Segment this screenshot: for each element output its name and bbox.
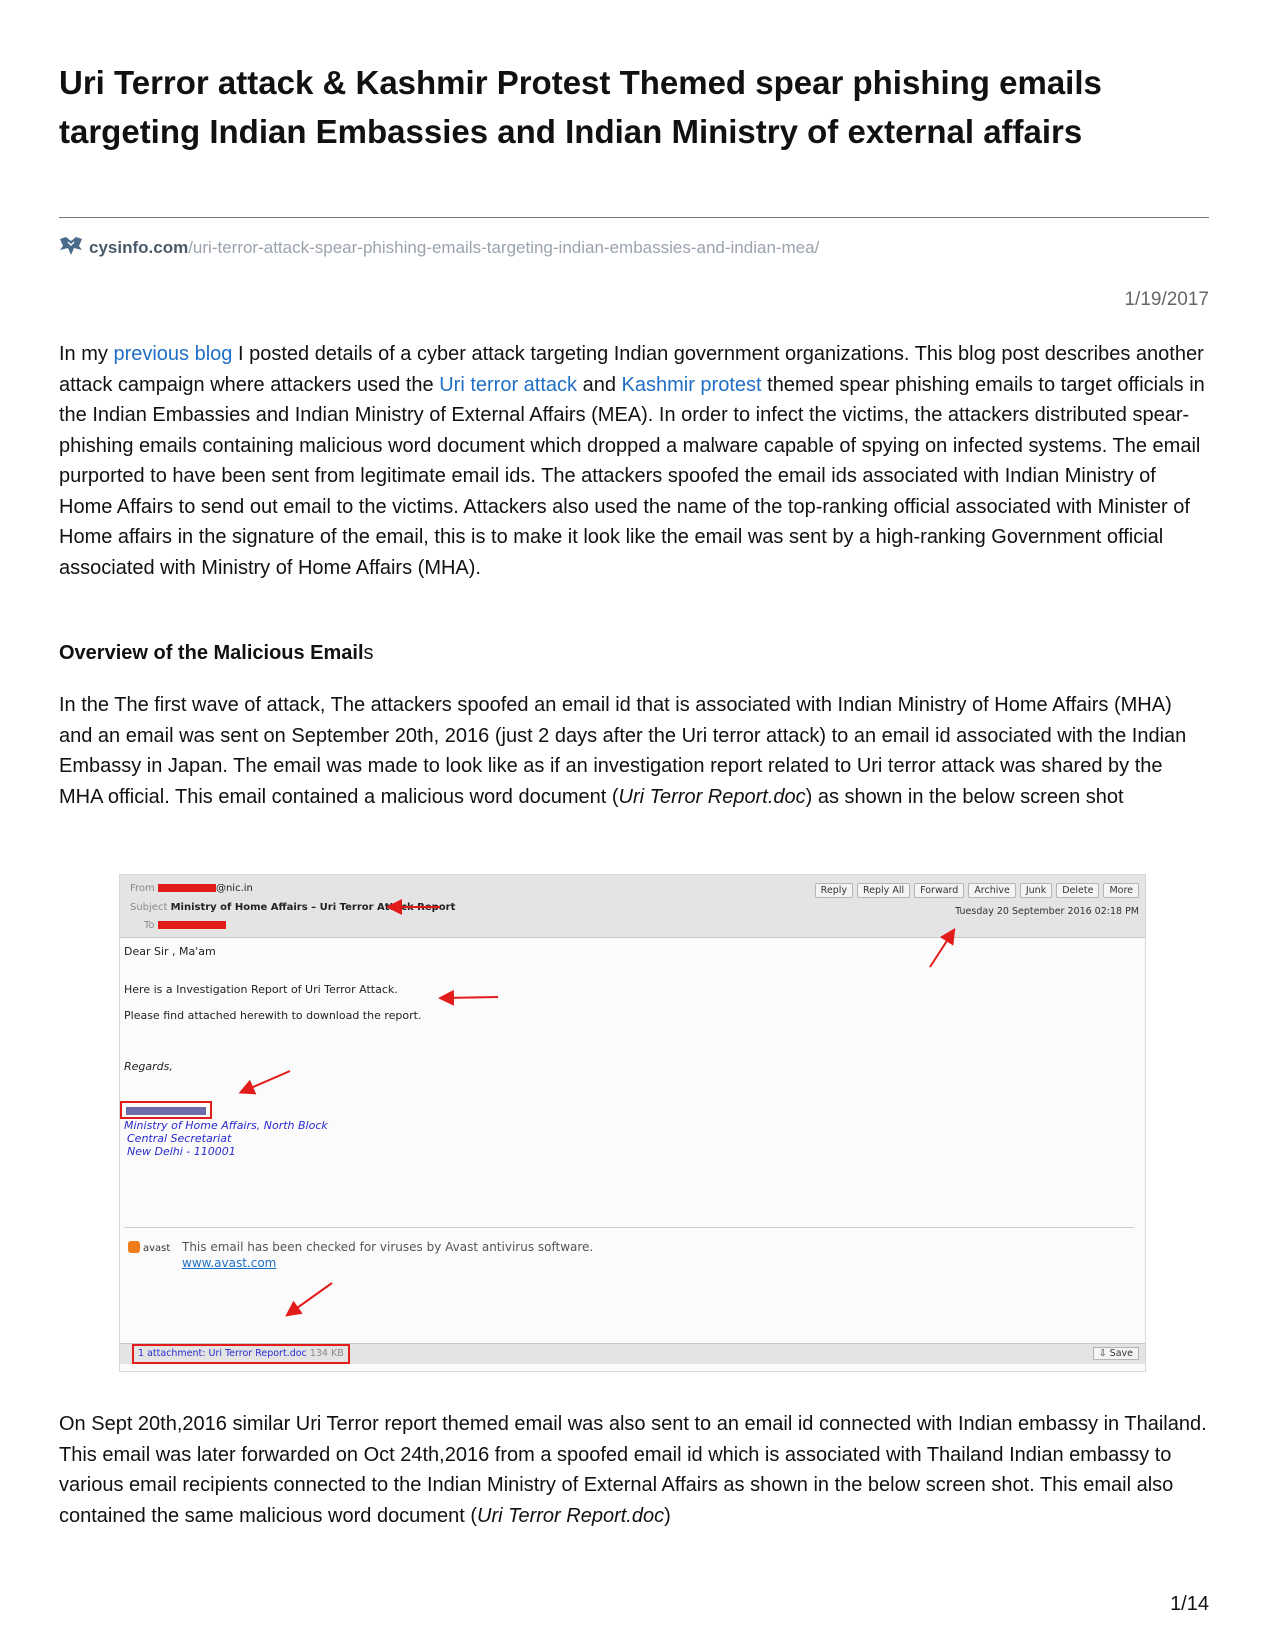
forward-button[interactable]: Forward — [914, 883, 964, 898]
from-label: From — [130, 883, 155, 894]
previous-blog-link[interactable]: previous blog — [113, 343, 233, 365]
intro-text: In my — [59, 343, 114, 365]
signature-line: Central Secretariat — [127, 1132, 232, 1145]
attachment-size: 134 KB — [309, 1348, 344, 1359]
subject-label: Subject — [130, 902, 168, 913]
followup-text: On Sept 20th,2016 similar Uri Terror report themed email was also sent to an email id connected with Indian embassy in Thailand. This email was later forwarded on Oct 24th,2016 from a spoofed email id which is associated with Thailand Indian embassy to various email recipients connected to the Indian Ministry of External Affairs as shown in the below screen shot. This email also contained the same malicious word document ( — [59, 1413, 1207, 1527]
email-date: Tuesday 20 September 2016 02:18 PM — [955, 906, 1139, 917]
signature-line: Ministry of Home Affairs, North Block — [124, 1119, 328, 1132]
email-subject: Ministry of Home Affairs – Uri Terror Attack Report — [170, 902, 456, 913]
section-heading — [59, 638, 374, 668]
email-screenshot — [119, 874, 1146, 1372]
intro-text: I posted details of a cyber attack targeting Indian government organizations. This blog post describes another attack campaign where attackers used the — [59, 343, 1204, 396]
save-label: Save — [1109, 1348, 1133, 1359]
followup-text: ) — [664, 1504, 671, 1527]
annotation-arrows — [120, 875, 1145, 1371]
intro-text: and — [577, 373, 622, 396]
avast-logo-text: avast — [143, 1243, 171, 1254]
source-url[interactable] — [59, 236, 819, 259]
overview-paragraph — [59, 690, 1209, 812]
document-filename: Uri Terror Report.doc — [618, 785, 806, 808]
intro-text: themed spear phishing emails to target officials in the Indian Embassies and Indian Ministry of External Affairs (MEA). In order to infect the victims, the attackers distributed spear-phishing emails containing malicious word document which dropped a malware capable of spying on infected systems. The email purported to have been sent from legitimate email ids. The attackers spoofed the email ids associated with Indian Ministry of Home Affairs to send out email to the victims. Attackers also used the name of the top-ranking official associated with Minister of Home affairs in the signature of the email, this is to make it look like the email was sent by a high-ranking Government official associated with Ministry of Home Affairs (MHA). — [59, 373, 1205, 579]
followup-paragraph — [59, 1409, 1209, 1531]
email-regards: Regards, — [124, 1060, 173, 1073]
arrow-icon — [290, 1283, 332, 1313]
email-body-line: Please find attached herewith to download the report. — [124, 1009, 422, 1022]
page-number: 1/14 — [1170, 1593, 1209, 1615]
to-label: To — [144, 920, 155, 931]
archive-button[interactable]: Archive — [968, 883, 1016, 898]
email-greeting: Dear Sir , Ma'am — [124, 945, 216, 958]
reply-button[interactable]: Reply — [815, 883, 853, 898]
publish-date: 1/19/2017 — [1124, 289, 1209, 310]
save-button[interactable]: ⇩ Save — [1093, 1347, 1139, 1360]
source-path: /uri-terror-attack-spear-phishing-emails-targeting-indian-embassies-and-indian-mea/ — [188, 238, 820, 257]
reply-all-button[interactable]: Reply All — [857, 883, 910, 898]
overview-text: In the The first wave of attack, The attackers spoofed an email id that is associated with Indian Ministry of Home Affairs (MHA) and an email was sent on September 20th, 2016 (just 2 days after the Uri terror attack) to an email id associated with the Indian Embassy in Japan. The email was made to look like as if an investigation report related to Uri terror attack was shared by the MHA official. This email contained a malicious word document ( — [59, 694, 1187, 808]
arrow-icon — [444, 997, 498, 998]
arrow-icon — [244, 1071, 290, 1091]
arrow-icon — [930, 933, 952, 967]
more-button[interactable]: More — [1103, 883, 1139, 898]
section-heading-suffix: s — [363, 642, 374, 664]
section-heading-bold: Overview of the Malicious Email — [59, 642, 364, 664]
uri-terror-attack-link[interactable]: Uri terror attack — [439, 373, 578, 396]
site-logo-icon — [59, 236, 83, 256]
source-domain: cysinfo.com — [89, 238, 189, 257]
avast-link[interactable]: www.avast.com — [182, 1256, 277, 1270]
overview-text: ) as shown in the below screen shot — [805, 785, 1124, 808]
intro-paragraph — [59, 339, 1209, 583]
from-domain: @nic.in — [215, 883, 253, 894]
attachment-name: 1 attachment: Uri Terror Report.doc — [138, 1348, 307, 1359]
junk-button[interactable]: Junk — [1020, 883, 1052, 898]
signature-line: New Delhi - 110001 — [127, 1145, 236, 1158]
delete-button[interactable]: Delete — [1056, 883, 1099, 898]
page-title: Uri Terror attack & Kashmir Protest Themed spear phishing emails targeting Indian Embassies and Indian Ministry of external affairs — [59, 64, 1102, 150]
avast-notice-text: This email has been checked for viruses by Avast antivirus software. — [182, 1240, 594, 1254]
title-divider — [59, 217, 1209, 218]
kashmir-protest-link[interactable]: Kashmir protest — [621, 373, 762, 396]
email-body-line: Here is a Investigation Report of Uri Terror Attack. — [124, 983, 398, 996]
document-filename: Uri Terror Report.doc — [477, 1504, 665, 1527]
